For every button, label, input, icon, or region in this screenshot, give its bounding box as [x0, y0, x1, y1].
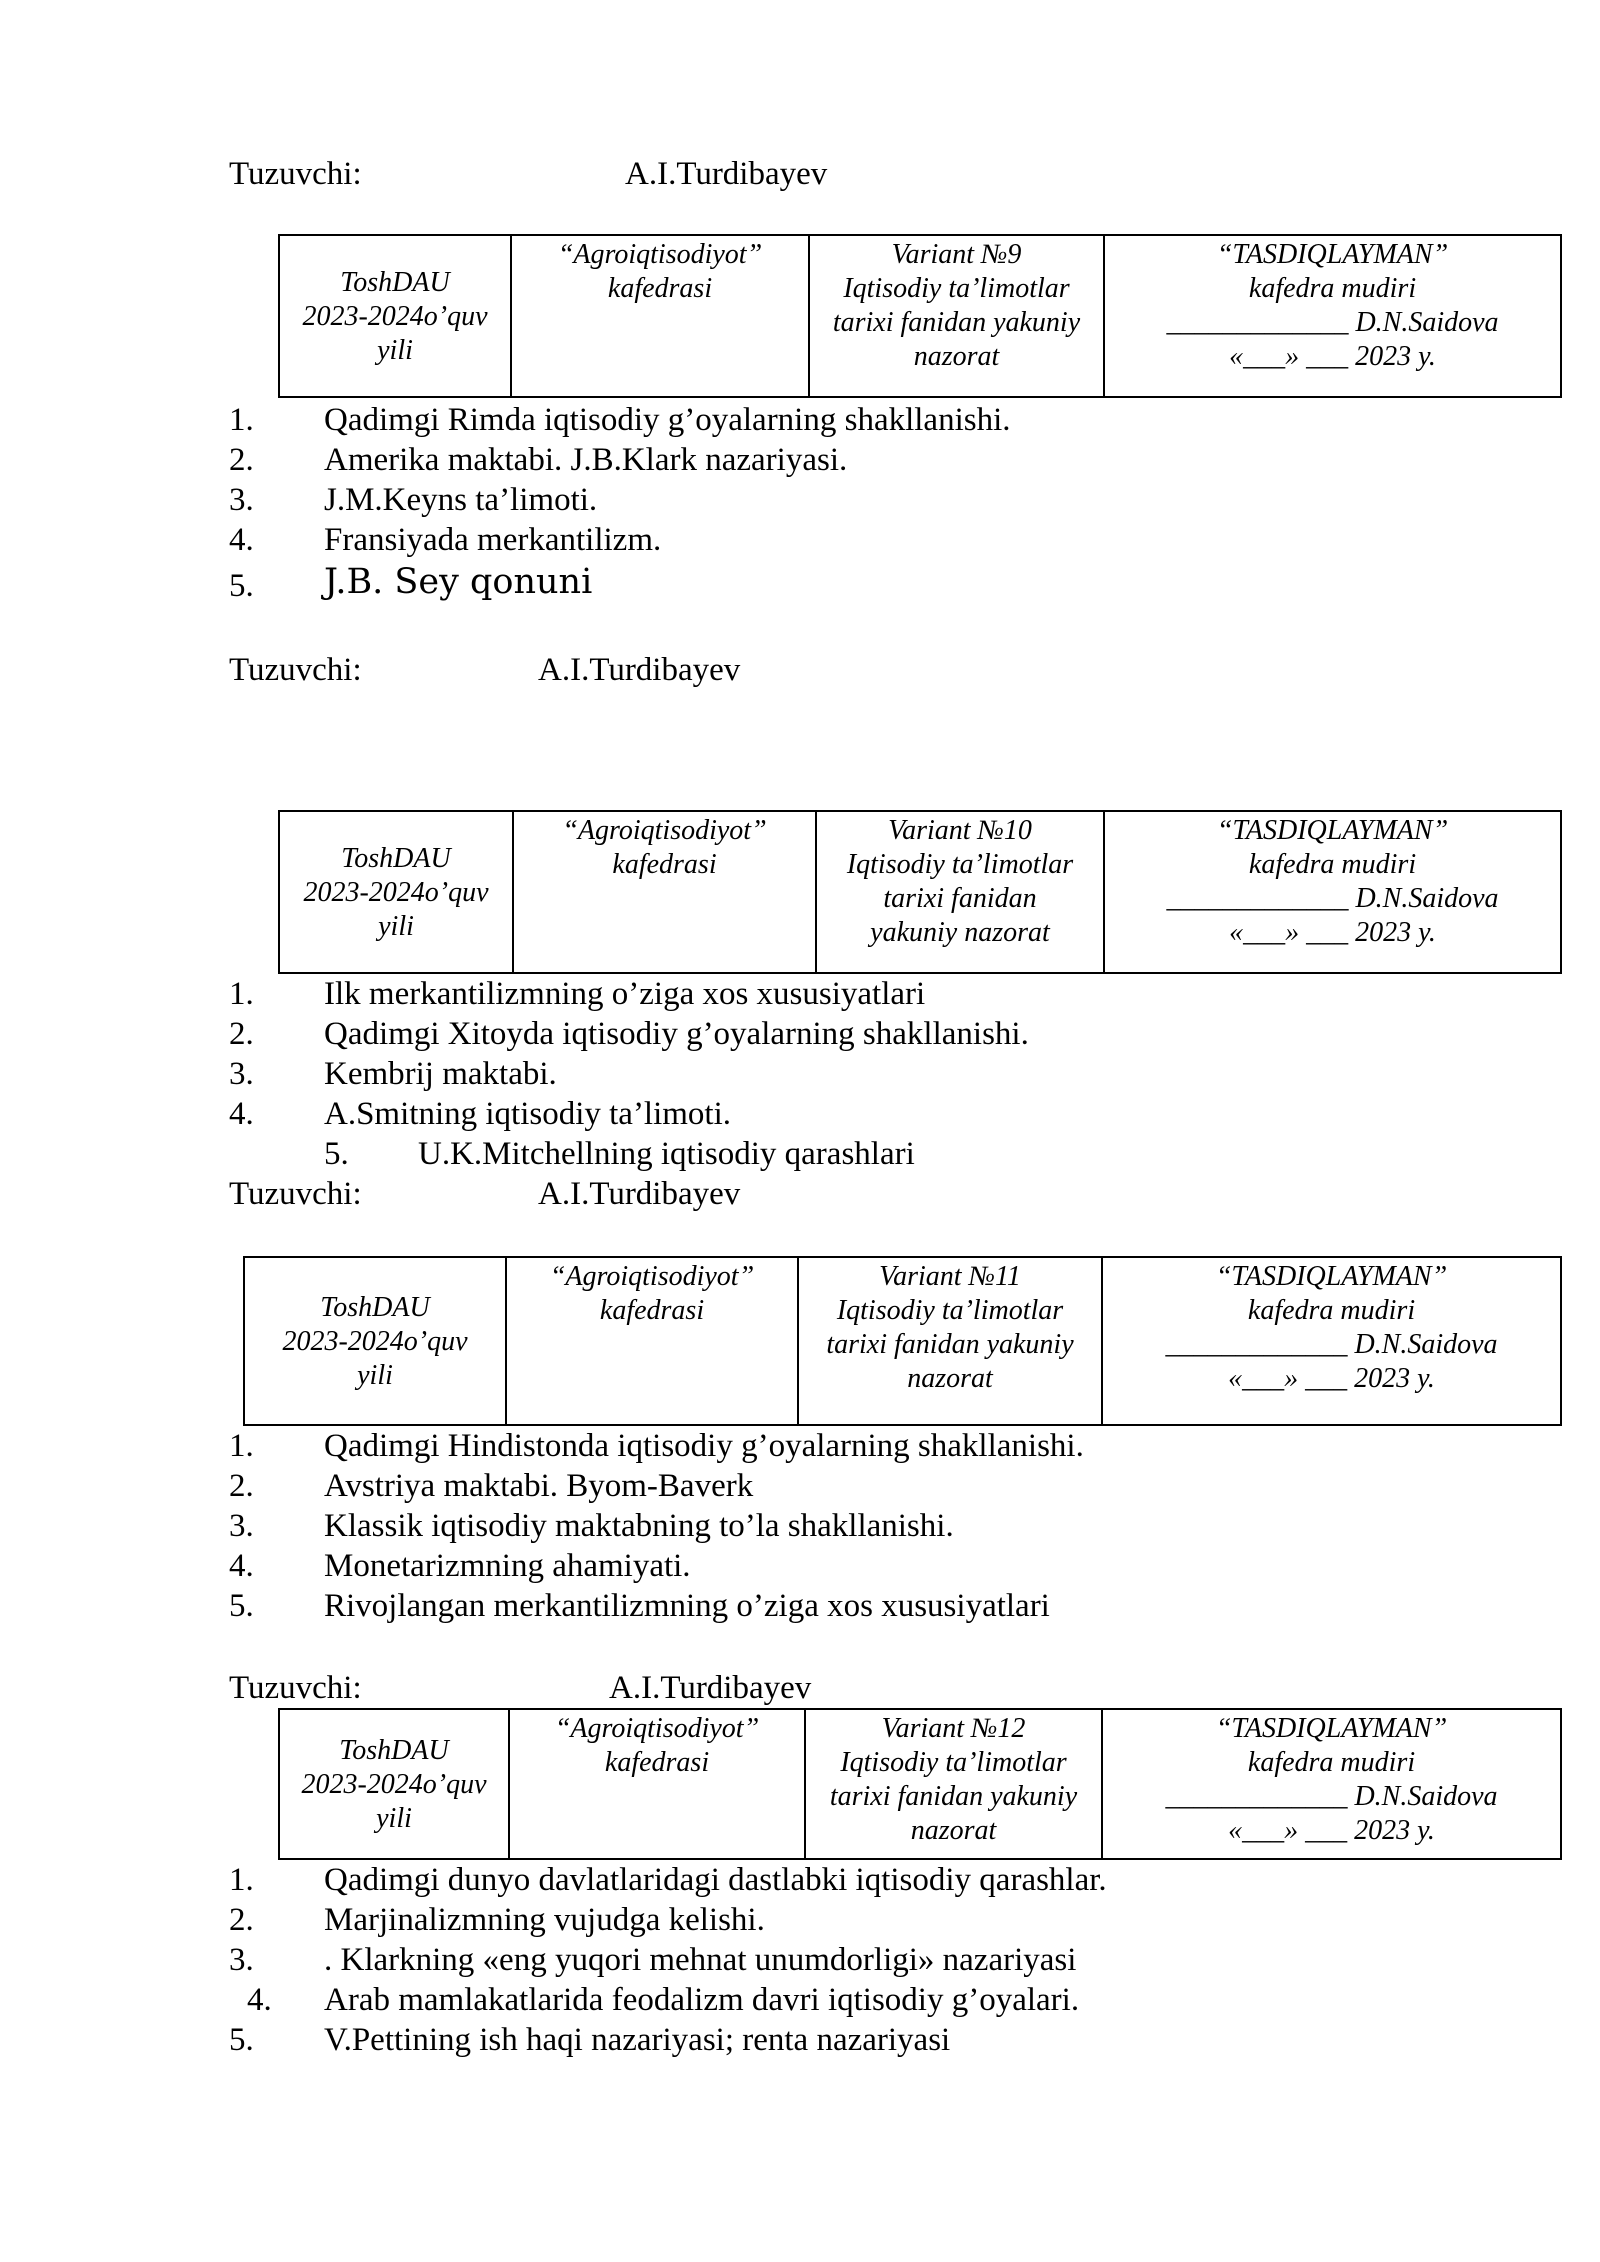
question-text: Arab mamlakatlarida feodalizm davri iqtisodiy g’oyalari. [324, 1982, 1080, 2018]
header-table-variant-9 [278, 234, 1562, 398]
question-text: Ilk merkantilizmning o’ziga xos xususiyatlari [324, 976, 926, 1012]
question-number: 3. [229, 1056, 254, 1092]
question-number: 3. [229, 1942, 254, 1978]
list-item [0, 1426, 1600, 1466]
dept-cell [509, 1709, 805, 1859]
approval-role: kafedra mudiri [1248, 849, 1417, 880]
tuzuvchi-line-4 [229, 1668, 812, 1708]
approval-role: kafedra mudiri [1247, 1295, 1416, 1326]
question-text: Qadimgi Hindistonda iqtisodiy g’oyalarning shakllanishi. [324, 1428, 1084, 1464]
approval-signature: _____________ D.N.Saidova [1165, 1329, 1498, 1360]
list-item [0, 1980, 1600, 2020]
list-item [0, 2020, 1600, 2060]
question-text: Fransiyada merkantilizm. [324, 522, 662, 558]
variant-subject-line: Iqtisodiy ta’limotlar [846, 849, 1074, 880]
approval-title: “TASDIQLAYMAN” [1215, 1261, 1448, 1292]
question-number: 5. [229, 568, 254, 604]
dept-name: “Agroiqtisodiyot” [549, 1261, 755, 1292]
org-cell [244, 1257, 506, 1425]
variant-title: Variant №10 [888, 815, 1032, 846]
tuzuvchi-label: Tuzuvchi: [229, 1670, 362, 1706]
academic-year-suffix: yili [377, 335, 413, 366]
list-item [0, 440, 1600, 480]
org-name: ToshDAU [341, 843, 451, 874]
question-text: Qadimgi dunyo davlatlaridagi dastlabki iqtisodiy qarashlar. [324, 1862, 1107, 1898]
tuzuvchi-label: Tuzuvchi: [229, 1176, 362, 1212]
list-item [0, 1506, 1600, 1546]
list-item [0, 1940, 1600, 1980]
question-number: 2. [229, 1468, 254, 1504]
approval-date: «___» ___ 2023 у. [1228, 1363, 1435, 1394]
question-text: Rivojlangan merkantilizmning o’ziga xos xususiyatlari [324, 1588, 1050, 1624]
tuzuvchi-name: A.I.Turdibayev [609, 1670, 812, 1706]
tuzuvchi-name: A.I.Turdibayev [625, 156, 828, 192]
approval-signature: _____________ D.N.Saidova [1165, 1781, 1498, 1812]
question-text: Avstriya maktabi. Byom-Baverk [324, 1468, 754, 1504]
question-number: 3. [229, 482, 254, 518]
approval-role: kafedra mudiri [1247, 1747, 1416, 1778]
list-item [0, 974, 1600, 1014]
question-number: 2. [229, 1016, 254, 1052]
approval-role: kafedra mudiri [1248, 273, 1417, 304]
question-number: 4. [247, 1982, 272, 2018]
variant-cell [805, 1709, 1102, 1859]
question-number: 5. [229, 1588, 254, 1624]
question-number: 3. [229, 1508, 254, 1544]
variant-title: Variant №12 [881, 1713, 1026, 1744]
question-number: 1. [229, 402, 254, 438]
variant-subject-line: nazorat [907, 1363, 993, 1394]
tuzuvchi-line-2 [229, 650, 741, 690]
approval-date: «___» ___ 2023 у. [1229, 341, 1436, 372]
variant-cell [798, 1257, 1102, 1425]
dept-cell [513, 811, 816, 973]
dept-cell [511, 235, 809, 397]
approval-title: “TASDIQLAYMAN” [1216, 815, 1449, 846]
academic-year-suffix: yili [357, 1360, 393, 1391]
list-item [0, 400, 1600, 440]
org-cell [279, 811, 513, 973]
question-text: Qadimgi Rimda iqtisodiy g’oyalarning shakllanishi. [324, 402, 1011, 438]
question-number: 4. [229, 1548, 254, 1584]
variant-subject-line: Iqtisodiy ta’limotlar [836, 1295, 1064, 1326]
header-table-variant-11 [243, 1256, 1562, 1426]
question-text: U.K.Mitchellning iqtisodiy qarashlari [418, 1136, 915, 1172]
variant-subject-line: tarixi fanidan [883, 883, 1037, 914]
variant-subject-line: tarixi fanidan yakuniy [829, 1781, 1078, 1812]
list-item [0, 1860, 1600, 1900]
question-text: Kembrij maktabi. [324, 1056, 557, 1092]
variant-subject-line: nazorat [913, 341, 1000, 372]
dept-label: kafedrasi [599, 1295, 705, 1326]
academic-year: 2023-2024o’quv [282, 1326, 468, 1357]
approval-title: “TASDIQLAYMAN” [1216, 239, 1449, 270]
academic-year: 2023-2024o’quv [303, 877, 489, 908]
approval-cell [1102, 1257, 1561, 1425]
approval-title: “TASDIQLAYMAN” [1215, 1713, 1448, 1744]
approval-date: «___» ___ 2023 у. [1229, 917, 1436, 948]
question-text: Klassik iqtisodiy maktabning to’la shakllanishi. [324, 1508, 954, 1544]
question-number: 4. [229, 522, 254, 558]
question-text: Monetarizmning ahamiyati. [324, 1548, 691, 1584]
dept-name: “Agroiqtisodiyot” [562, 815, 767, 846]
variant-cell [809, 235, 1104, 397]
variant-subject-line: tarixi fanidan yakuniy [832, 307, 1081, 338]
tuzuvchi-name: A.I.Turdibayev [538, 1176, 741, 1212]
question-number: 4. [229, 1096, 254, 1132]
org-name: ToshDAU [320, 1292, 430, 1323]
list-item [0, 1466, 1600, 1506]
variant-cell [816, 811, 1104, 973]
tuzuvchi-label: Tuzuvchi: [229, 156, 362, 192]
list-item [0, 520, 1600, 560]
question-text: Qadimgi Xitoyda iqtisodiy g’oyalarning shakllanishi. [324, 1016, 1029, 1052]
header-table-variant-10 [278, 810, 1562, 974]
org-cell [279, 235, 511, 397]
academic-year-suffix: yili [378, 911, 414, 942]
question-text: A.Smitning iqtisodiy ta’limoti. [324, 1096, 732, 1132]
org-name: ToshDAU [340, 267, 450, 298]
question-number: 5. [324, 1136, 349, 1172]
variant-title: Variant №9 [891, 239, 1022, 270]
variant-title: Variant №11 [879, 1261, 1021, 1292]
approval-cell [1102, 1709, 1561, 1859]
tuzuvchi-name: A.I.Turdibayev [538, 652, 741, 688]
approval-signature: _____________ D.N.Saidova [1166, 883, 1499, 914]
question-number: 2. [229, 1902, 254, 1938]
tuzuvchi-label: Tuzuvchi: [229, 652, 362, 688]
org-cell [279, 1709, 509, 1859]
list-item [0, 1094, 1600, 1134]
variant-subject-line: Iqtisodiy ta’limotlar [840, 1747, 1067, 1778]
list-item [0, 480, 1600, 520]
academic-year-suffix: yili [376, 1803, 412, 1834]
variant-subject-line: nazorat [910, 1815, 997, 1846]
question-number: 1. [229, 1428, 254, 1464]
question-text: V.Pettining ish haqi nazariyasi; renta nazariyasi [324, 2022, 951, 2058]
question-text: Marjinalizmning vujudga kelishi. [324, 1902, 765, 1938]
list-item [0, 1134, 1600, 1174]
academic-year: 2023-2024o’quv [301, 1769, 487, 1800]
list-item [0, 1586, 1600, 1626]
list-item [0, 1054, 1600, 1094]
question-text: . Klarkning «eng yuqori mehnat unumdorligi» nazariyasi [324, 1942, 1077, 1978]
list-item [0, 1014, 1600, 1054]
org-name: ToshDAU [339, 1735, 449, 1766]
dept-label: kafedrasi [604, 1747, 710, 1778]
list-item [0, 562, 1600, 606]
approval-date: «___» ___ 2023 у. [1228, 1815, 1435, 1846]
list-item [0, 1546, 1600, 1586]
dept-name: “Agroiqtisodiyot” [554, 1713, 760, 1744]
variant-subject-line: tarixi fanidan yakuniy [826, 1329, 1074, 1360]
approval-cell [1104, 235, 1561, 397]
variant-subject-line: yakuniy nazorat [870, 917, 1050, 948]
question-text: J.M.Keyns ta’limoti. [324, 482, 598, 518]
dept-label: kafedrasi [607, 273, 713, 304]
header-table-variant-12 [278, 1708, 1562, 1860]
dept-name: “Agroiqtisodiyot” [557, 239, 763, 270]
tuzuvchi-line-1 [229, 154, 828, 194]
question-number: 1. [229, 976, 254, 1012]
question-number: 1. [229, 1862, 254, 1898]
list-item [0, 1900, 1600, 1940]
dept-label: kafedrasi [612, 849, 717, 880]
tuzuvchi-line-3 [229, 1174, 741, 1214]
approval-signature: _____________ D.N.Saidova [1166, 307, 1499, 338]
question-number: 5. [229, 2022, 254, 2058]
question-text: Amerika maktabi. J.B.Klark nazariyasi. [324, 442, 848, 478]
approval-cell [1104, 811, 1561, 973]
question-number: 2. [229, 442, 254, 478]
question-text: J.B. Sey qonuni [324, 562, 593, 602]
variant-subject-line: Iqtisodiy ta’limotlar [843, 273, 1070, 304]
academic-year: 2023-2024o’quv [302, 301, 488, 332]
dept-cell [506, 1257, 798, 1425]
